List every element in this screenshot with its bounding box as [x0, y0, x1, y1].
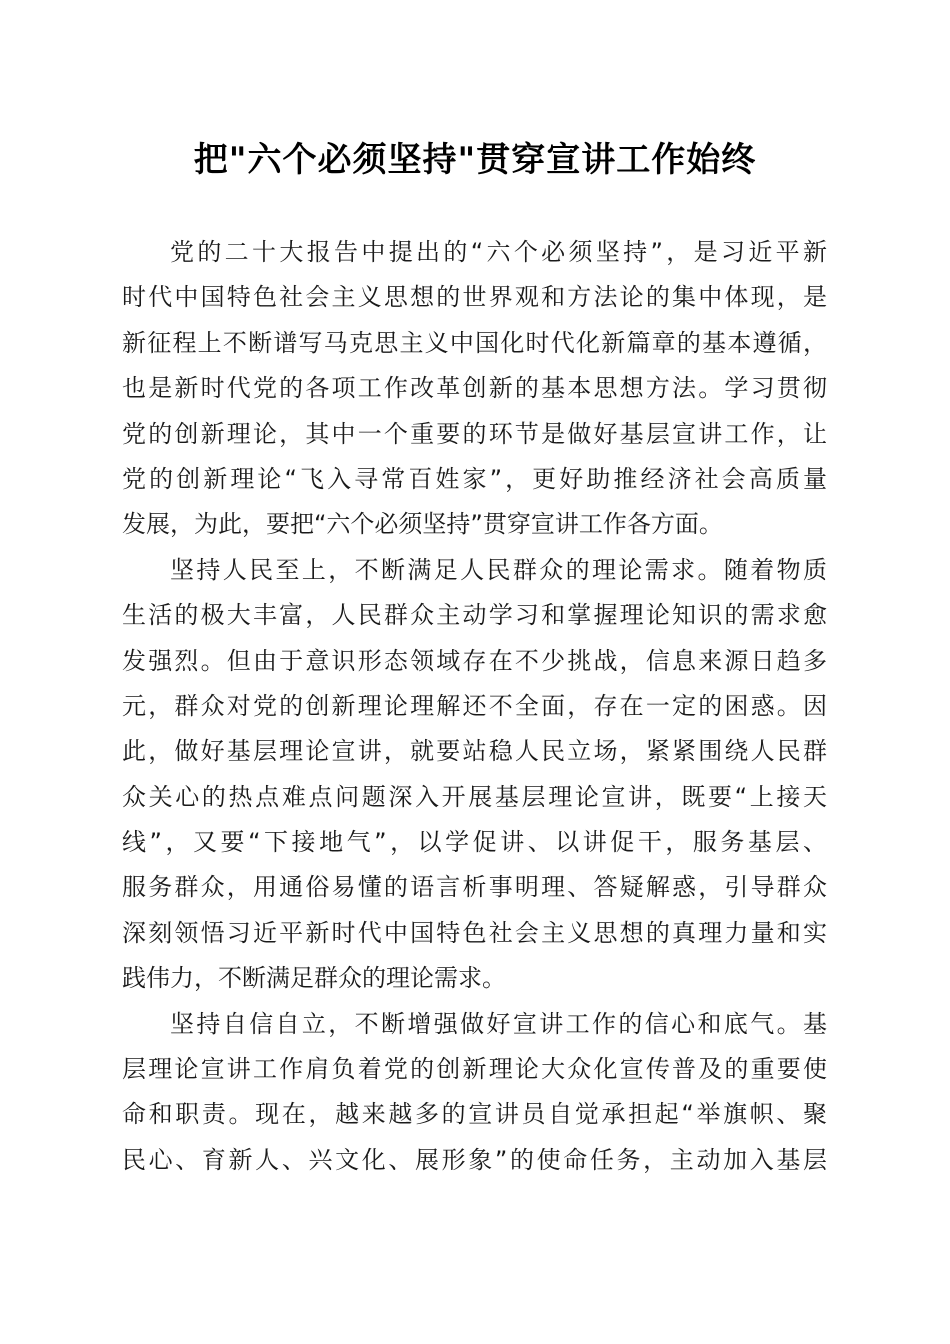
paragraph-line: 深刻领悟习近平新时代中国特色社会主义思想的真理力量和实: [122, 918, 827, 947]
paragraph-1: [122, 230, 827, 548]
paragraph-line: 服务群众，用通俗易懂的语言析事明理、答疑解惑，引导群众: [122, 873, 827, 902]
paragraph-line: 时代中国特色社会主义思想的世界观和方法论的集中体现，是: [122, 283, 827, 312]
paragraph-line: 坚持人民至上，不断满足人民群众的理论需求。随着物质: [170, 555, 827, 584]
paragraph-3: [122, 1002, 827, 1184]
paragraph-line: 众关心的热点难点问题深入开展基层理论宣讲，既要“上接天: [122, 782, 827, 811]
document-body: [122, 230, 827, 1183]
paragraph-line: 线”，又要“下接地气”，以学促讲、以讲促干，服务基层、: [122, 828, 827, 857]
paragraph-line: 命和职责。现在，越来越多的宣讲员自觉承担起“举旗帜、聚: [122, 1100, 827, 1129]
paragraph-line: 此，做好基层理论宣讲，就要站稳人民立场，紧紧围绕人民群: [122, 737, 827, 766]
paragraph-line: 民心、育新人、兴文化、展形象”的使命任务，主动加入基层: [122, 1145, 827, 1174]
paragraph-line: 党的创新理论“飞入寻常百姓家”，更好助推经济社会高质量: [122, 464, 827, 493]
paragraph-line: 践伟力，不断满足群众的理论需求。: [122, 964, 506, 993]
paragraph-line: 也是新时代党的各项工作改革创新的基本思想方法。学习贯彻: [122, 374, 827, 403]
paragraph-line: 发强烈。但由于意识形态领域存在不少挑战，信息来源日趋多: [122, 646, 827, 675]
paragraph-2: [122, 548, 827, 1002]
paragraph-line: 党的二十大报告中提出的“六个必须坚持”，是习近平新: [170, 238, 827, 266]
paragraph-line: 坚持自信自立，不断增强做好宣讲工作的信心和底气。基: [170, 1009, 827, 1038]
paragraph-line: 新征程上不断谱写马克思主义中国化时代化新篇章的基本遵循，: [122, 328, 827, 357]
paragraph-line: 生活的极大丰富，人民群众主动学习和掌握理论知识的需求愈: [122, 601, 827, 630]
document-title: 把"六个必须坚持"贯穿宣讲工作始终: [193, 140, 757, 180]
paragraph-line: 元，群众对党的创新理论理解还不全面，存在一定的困惑。因: [122, 691, 827, 720]
paragraph-line: 层理论宣讲工作肩负着党的创新理论大众化宣传普及的重要使: [122, 1055, 827, 1084]
paragraph-line: 党的创新理论，其中一个重要的环节是做好基层宣讲工作，让: [122, 419, 827, 448]
paragraph-line: 发展，为此，要把“六个必须坚持”贯穿宣讲工作各方面。: [122, 510, 723, 539]
